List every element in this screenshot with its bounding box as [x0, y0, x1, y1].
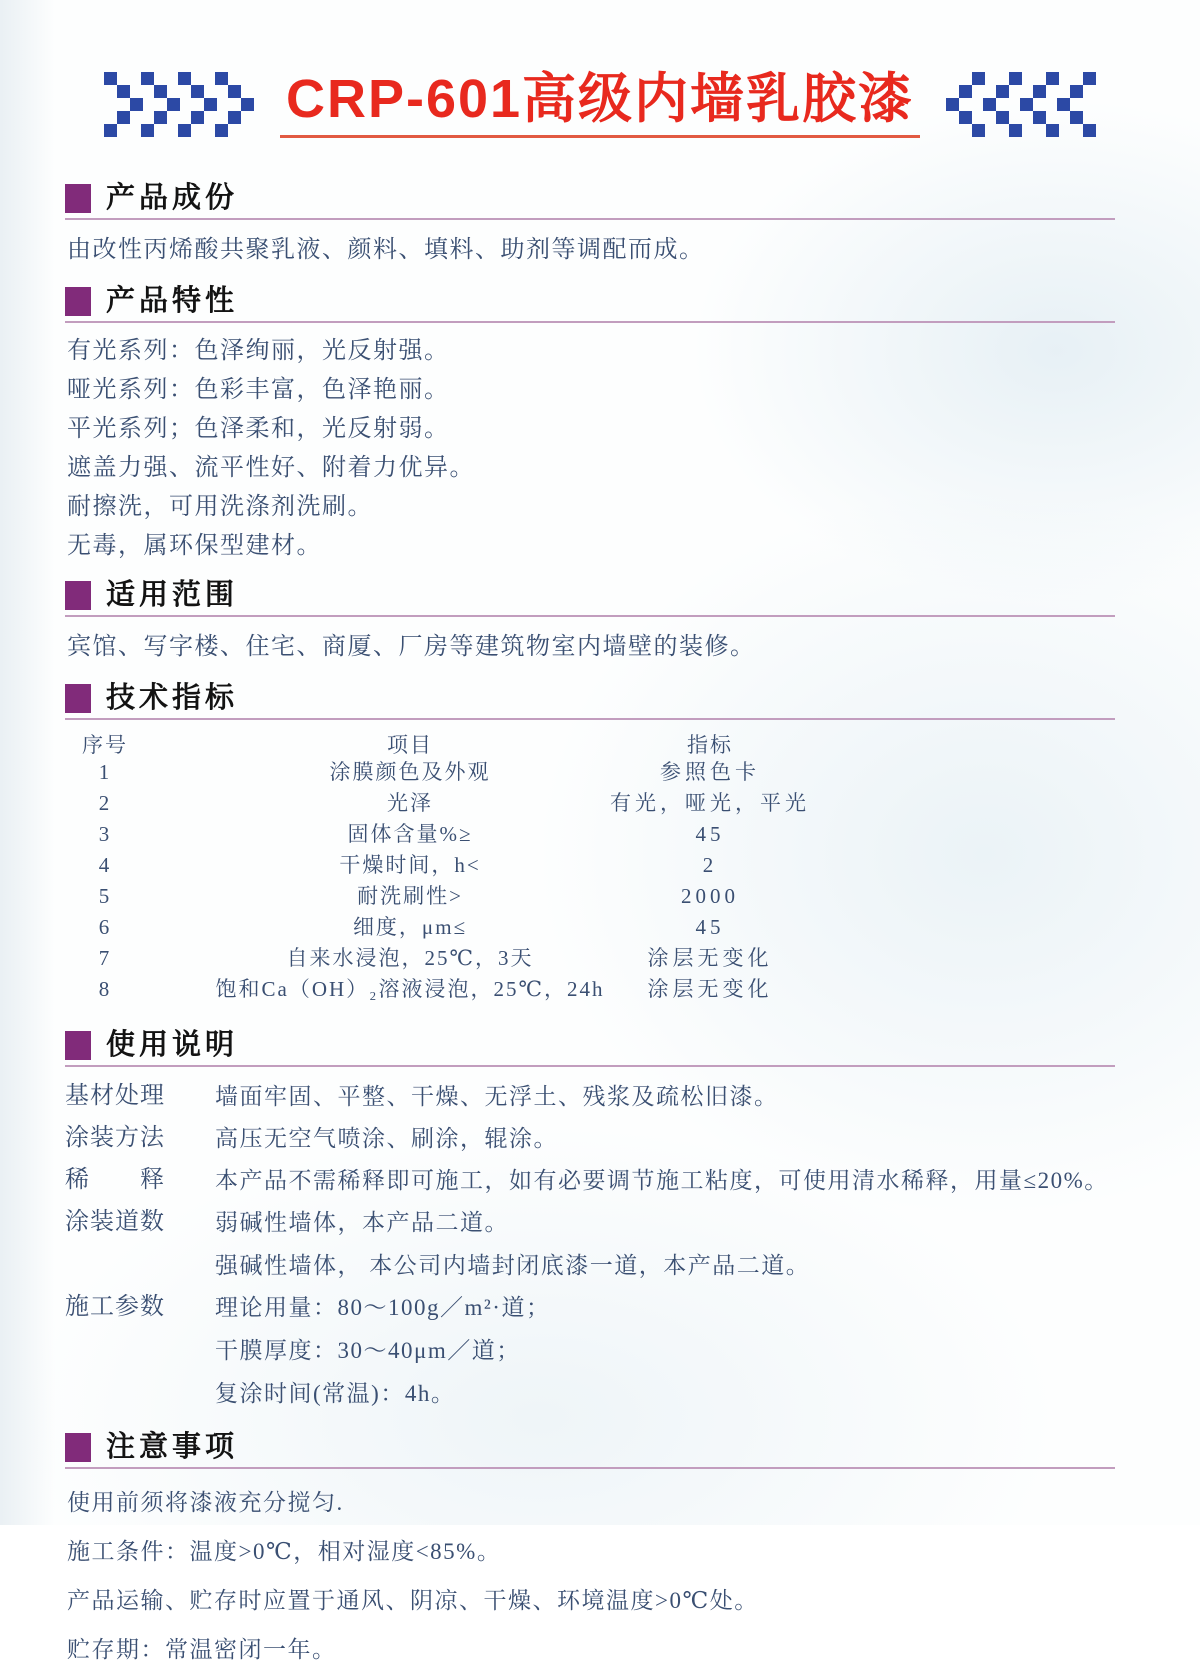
usage-item [65, 1292, 1115, 1409]
spec-table [65, 732, 1115, 1007]
spec-no: 1 [98, 759, 112, 784]
note-line: 产品运输、贮存时应置于通风、阴凉、干燥、环境温度>0℃处。 [67, 1588, 759, 1614]
usage-line: 强碱性墙体， 本公司内墙封闭底漆一道，本产品二道。 [215, 1253, 811, 1279]
purple-square-bullet [65, 1433, 91, 1462]
spec-no: 7 [98, 945, 112, 970]
feature-line: 耐擦洗，可用洗涤剂洗刷。 [67, 493, 373, 520]
usage-content [215, 1081, 1115, 1112]
table-row [65, 945, 1115, 976]
spec-no: 2 [98, 790, 112, 815]
spec-item: 干燥时间，h< [339, 852, 481, 877]
section-scope [65, 578, 1115, 662]
purple-square-bullet [65, 581, 91, 610]
pixel-chevrons-left-icon [946, 72, 1096, 138]
section-notes [65, 1433, 1115, 1665]
usage-label: 稀 释 [65, 1166, 165, 1193]
section-heading [65, 1433, 1115, 1469]
column-header-no: 序号 [82, 732, 128, 757]
purple-square-bullet [65, 1031, 91, 1060]
content-area [65, 184, 1115, 1665]
spec-table-header [65, 732, 1115, 759]
spec-item: 耐洗刷性> [357, 883, 463, 908]
usage-content [215, 1207, 1115, 1281]
usage-line: 干膜厚度：30～40μm／道； [215, 1338, 521, 1364]
usage-line: 墙面牢固、平整、干燥、无浮土、残浆及疏松旧漆。 [215, 1083, 779, 1109]
spec-no: 4 [98, 852, 112, 877]
section-heading [65, 284, 1115, 323]
spec-no: 6 [98, 914, 112, 939]
section-usage [65, 1028, 1115, 1410]
section-heading-label: 产品成份 [106, 182, 239, 214]
usage-content [215, 1123, 1115, 1154]
spec-value: 有光，哑光，平光 [610, 790, 810, 815]
usage-label: 施工参数 [65, 1294, 165, 1321]
note-line: 使用前须将漆液充分搅匀. [67, 1490, 344, 1516]
usage-label: 涂装道数 [65, 1209, 165, 1236]
usage-item [65, 1123, 1115, 1154]
spec-no: 5 [98, 883, 112, 908]
section-specs [65, 681, 1115, 1007]
feature-line: 有光系列：色泽绚丽，光反射强。 [67, 337, 450, 364]
column-header-item: 项目 [387, 732, 433, 757]
spec-value: 2 [702, 852, 718, 877]
spec-value: 45 [695, 914, 725, 939]
spec-item: 涂膜颜色及外观 [329, 759, 491, 784]
composition-body: 由改性丙烯酸共聚乳液、颜料、填料、助剂等调配而成。 [67, 237, 705, 263]
purple-square-bullet [65, 287, 91, 316]
usage-item [65, 1207, 1115, 1281]
table-row [65, 976, 1115, 1007]
column-header-value: 指标 [687, 732, 733, 757]
section-features [65, 284, 1115, 561]
section-heading [65, 184, 1115, 220]
usage-item [65, 1165, 1115, 1196]
usage-block [65, 1081, 1115, 1410]
usage-line: 弱碱性墙体，本产品二道。 [215, 1210, 509, 1236]
spec-value: 参照色卡 [660, 759, 760, 784]
feature-line: 遮盖力强、流平性好、附着力优异。 [67, 454, 475, 481]
usage-item [65, 1081, 1115, 1112]
section-composition [65, 184, 1115, 265]
feature-line: 平光系列；色泽柔和，光反射弱。 [67, 415, 450, 442]
section-heading-label: 技术指标 [106, 681, 239, 714]
table-row [65, 914, 1115, 945]
spec-value: 2000 [681, 883, 739, 908]
section-heading [65, 681, 1115, 720]
usage-line: 本产品不需稀释即可施工，如有必要调节施工粘度，可使用清水稀释，用量≤20%。 [215, 1167, 1109, 1193]
spec-no: 8 [98, 976, 112, 1001]
spec-value: 45 [695, 821, 725, 846]
page-title: CRP-601高级内墙乳胶漆 [280, 72, 920, 138]
section-heading [65, 578, 1115, 617]
purple-square-bullet [65, 184, 91, 213]
section-heading-label: 使用说明 [106, 1028, 239, 1061]
note-line: 贮存期：常温密闭一年。 [67, 1637, 337, 1663]
table-row [65, 790, 1115, 821]
usage-content [215, 1165, 1115, 1196]
purple-square-bullet [65, 684, 91, 713]
section-heading [65, 1028, 1115, 1067]
title-row [0, 0, 1200, 138]
usage-line: 复涂时间(常温)：4h。 [215, 1381, 456, 1407]
spec-value: 涂层无变化 [647, 945, 773, 970]
usage-content [215, 1292, 1115, 1409]
feature-line: 哑光系列：色彩丰富，色泽艳丽。 [67, 376, 450, 403]
usage-label: 涂装方法 [65, 1124, 165, 1151]
table-row [65, 821, 1115, 852]
table-row [65, 759, 1115, 790]
section-heading-label: 产品特性 [106, 284, 239, 317]
note-line: 施工条件：温度>0℃，相对湿度<85%。 [67, 1539, 502, 1565]
spec-item: 光泽 [387, 790, 433, 815]
section-heading-label: 适用范围 [106, 578, 239, 611]
feature-line: 无毒，属环保型建材。 [67, 532, 322, 559]
spec-item: 固体含量%≥ [347, 821, 473, 846]
usage-line: 理论用量：80～100g／m²·道； [215, 1295, 551, 1321]
pixel-chevrons-right-icon [104, 72, 254, 138]
scope-body: 宾馆、写字楼、住宅、商厦、厂房等建筑物室内墙壁的装修。 [67, 633, 756, 660]
spec-item: 饱和Ca（OH）₂溶液浸泡，25℃，24h [215, 976, 605, 1001]
section-heading-label: 注意事项 [106, 1431, 239, 1464]
table-row [65, 883, 1115, 914]
spec-value: 涂层无变化 [647, 976, 773, 1001]
usage-label: 基材处理 [65, 1082, 165, 1109]
spec-no: 3 [98, 821, 112, 846]
spec-item: 细度，μm≤ [352, 914, 468, 939]
spec-item: 自来水浸泡，25℃，3天 [286, 945, 534, 970]
table-row [65, 852, 1115, 883]
usage-line: 高压无空气喷涂、刷涂，辊涂。 [215, 1125, 558, 1151]
